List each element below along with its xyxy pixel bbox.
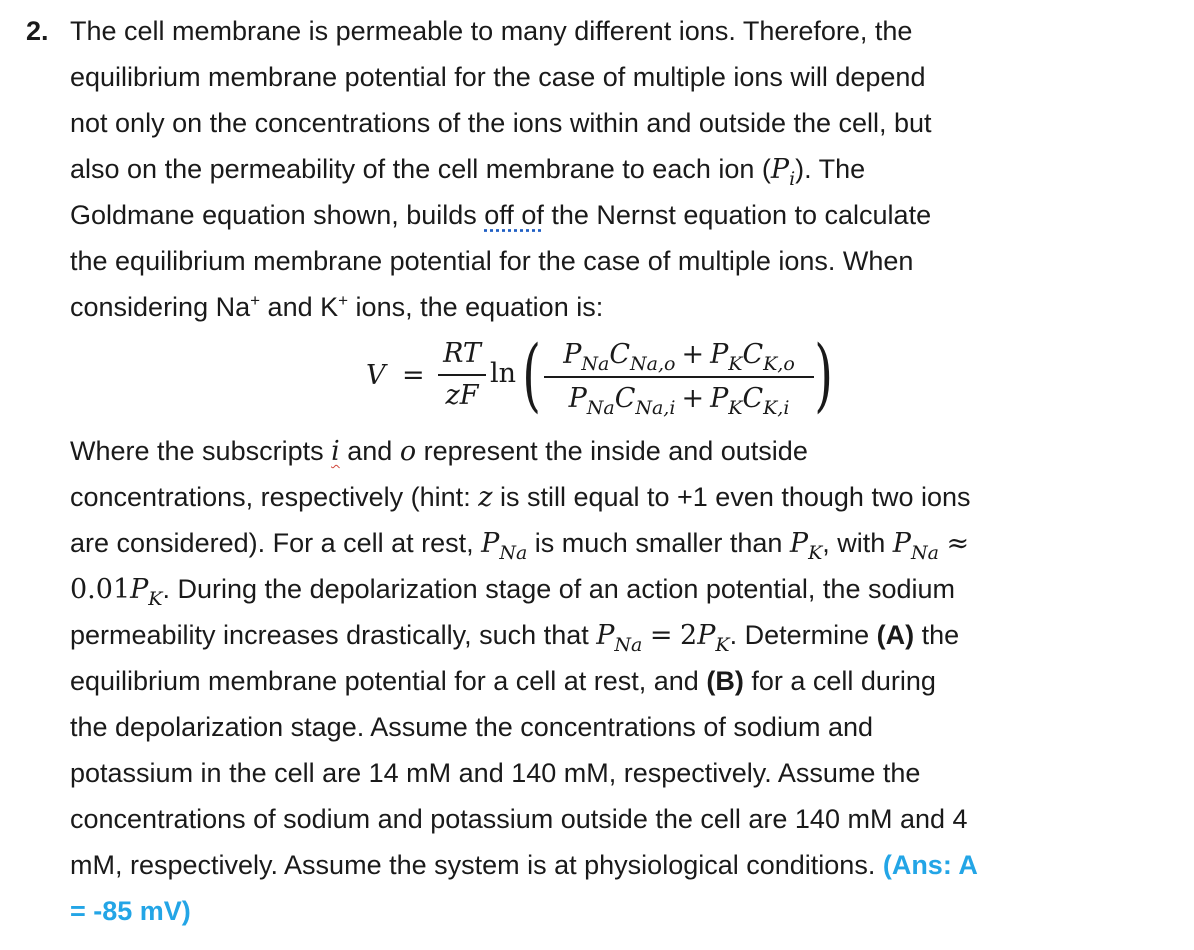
k-charge: +: [338, 291, 349, 310]
line10-mid2: , with: [822, 528, 893, 558]
part-a-label: (A): [876, 620, 915, 650]
eq-sub-ki: K,i: [763, 397, 790, 419]
text-line-11: [70, 566, 955, 615]
eq-rt: RT: [443, 338, 481, 369]
line8-text: Where the subscripts: [70, 436, 332, 466]
line8-end: represent the inside and outside: [416, 436, 808, 466]
p-na-sub-3: Na: [614, 634, 643, 656]
eq-p-na-bot: P: [568, 383, 587, 414]
eq-c-k-top: C: [742, 339, 764, 370]
line12-mid: . Determine: [729, 620, 877, 650]
equals-sign: =: [649, 620, 673, 651]
eq-rt-over-zf: [438, 334, 486, 416]
subscript-o-ref: o: [399, 436, 417, 467]
line4-end: ). The: [795, 154, 866, 184]
line10-text: are considered). For a cell at rest,: [70, 528, 482, 558]
eq-c-k-bot: C: [742, 383, 764, 414]
line9-text: concentrations, respectively (hint:: [70, 482, 479, 512]
eq-sub-na-bot: Na: [586, 397, 615, 419]
p-k-sub: K: [808, 542, 823, 564]
factor-two: 2: [680, 620, 698, 651]
line12-text: permeability increases drastically, such that: [70, 620, 597, 650]
eq-p-na-top: P: [563, 339, 582, 370]
line5-end: the Nernst equation to calculate: [543, 200, 932, 230]
ratio-value: 0.01: [70, 574, 131, 605]
eq-zf: zF: [438, 374, 486, 416]
text-line-17: [70, 842, 978, 888]
p-na-symbol-2: P: [892, 528, 911, 559]
eq-plus-bot: +: [681, 383, 705, 414]
text-line-5: [70, 192, 931, 238]
line4-text: also on the permeability of the cell membrane to each ion (: [70, 154, 771, 184]
eq-concentration-fraction: [544, 334, 814, 420]
p-k-sub-3: K: [715, 634, 730, 656]
eq-left-paren: (: [522, 328, 541, 421]
text-line-4: [70, 146, 865, 195]
p-na-sub-2: Na: [910, 542, 939, 564]
p-k-sub-2: K: [148, 588, 163, 610]
eq-plus-top: +: [681, 339, 705, 370]
text-line-14: the depolarization stage. Assume the concentrations of sodium and: [70, 712, 873, 742]
eq-sub-na-top: Na: [581, 353, 610, 375]
line12-end: the: [914, 620, 960, 650]
line8-mid: and: [339, 436, 400, 466]
text-line-18: [70, 888, 191, 934]
permeability-symbol: P: [770, 154, 790, 185]
grammar-flag: off of: [484, 200, 544, 230]
text-line-10: [70, 520, 969, 569]
p-na-sub: Na: [499, 542, 528, 564]
eq-c-na-top: C: [609, 339, 630, 370]
subscript-i-ref: i: [331, 436, 340, 467]
problem-number: 2.: [26, 16, 49, 46]
eq-v: V: [366, 360, 386, 391]
eq-equals: =: [402, 360, 425, 391]
eq-numerator: [544, 334, 814, 376]
text-line-3: not only on the concentrations of the ions within and outside the cell, but: [70, 108, 932, 138]
line11-text: . During the depolarization stage of an action potential, the sodium: [162, 574, 956, 604]
line5-text: Goldmane equation shown, builds: [70, 200, 485, 230]
p-k-symbol: P: [789, 528, 809, 559]
text-line-13: [70, 658, 936, 704]
text-line-6: the equilibrium membrane potential for the case of multiple ions. When: [70, 246, 914, 276]
text-line-1: The cell membrane is permeable to many different ions. Therefore, the: [70, 16, 913, 46]
text-line-9: [70, 474, 971, 521]
eq-c-na-bot: C: [614, 383, 636, 414]
line7-end: ions, the equation is:: [348, 292, 604, 322]
text-line-8: [70, 428, 808, 475]
line9-end: is still equal to +1 even though two ions: [492, 482, 971, 512]
eq-sub-ko: K,o: [763, 353, 795, 375]
text-line-16: concentrations of sodium and potassium outside the cell are 140 mM and 4: [70, 804, 968, 834]
na-charge: +: [250, 291, 261, 310]
p-na-symbol-3: P: [596, 620, 615, 651]
text-line-12: [70, 612, 959, 661]
p-na-symbol: P: [481, 528, 500, 559]
eq-sub-k-bot: K: [728, 397, 743, 419]
part-b-label: (B): [706, 666, 744, 696]
text-line-15: potassium in the cell are 14 mM and 140 mM, respectively. Assume the: [70, 758, 921, 788]
text-line-2: equilibrium membrane potential for the case of multiple ions will depend: [70, 62, 926, 92]
p-k-symbol-3: P: [697, 620, 716, 651]
line10-mid: is much smaller than: [527, 528, 790, 558]
eq-ln: ln: [490, 358, 517, 389]
p-k-symbol-2: P: [130, 574, 149, 605]
eq-denominator: [544, 376, 814, 420]
answer-value: = -85 mV): [70, 896, 191, 926]
eq-p-k-bot: P: [710, 383, 729, 414]
text-line-7: [70, 284, 603, 334]
line13-text: equilibrium membrane potential for a cell at rest, and: [70, 666, 707, 696]
eq-right-paren: ): [814, 328, 833, 421]
line7-text: considering Na: [70, 292, 251, 322]
approx-sign: ≈: [946, 528, 970, 559]
line17-text: mM, respectively. Assume the system is at physiological conditions.: [70, 850, 883, 880]
eq-sub-k-top: K: [728, 353, 743, 375]
z-symbol: z: [478, 482, 493, 513]
line7-mid: and K: [260, 292, 339, 322]
eq-sub-nao: Na,o: [630, 353, 676, 375]
answer-label: (Ans: A: [882, 850, 978, 880]
eq-p-k-top: P: [710, 339, 729, 370]
eq-sub-nai: Na,i: [635, 397, 676, 419]
permeability-subscript: i: [789, 168, 796, 190]
line13-end: for a cell during: [743, 666, 936, 696]
